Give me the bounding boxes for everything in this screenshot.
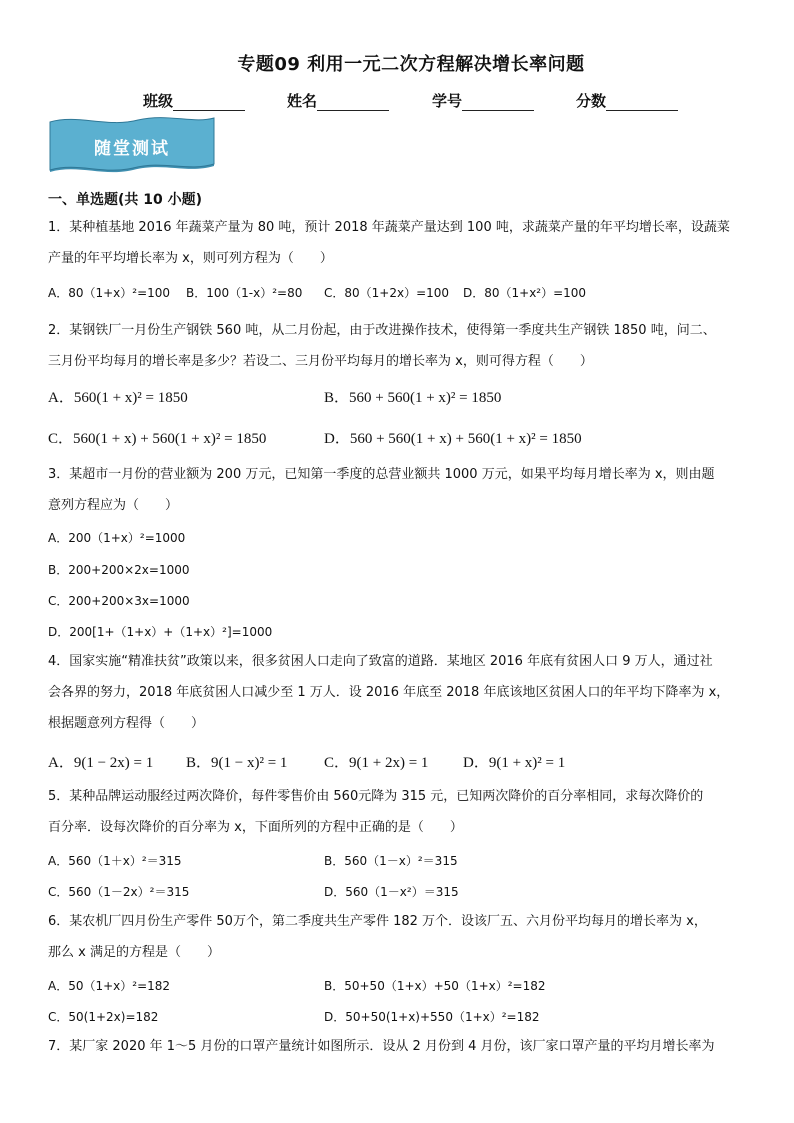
class-field bbox=[143, 90, 245, 111]
option-a: A．9(1 − 2x) = 1 bbox=[48, 755, 154, 771]
stem-line: 7．某厂家 2020 年 1～5 月份的口罩产量统计如图所示．设从 2 月份到 4 月份，该厂家口罩产量的平均月增长率为 bbox=[48, 1039, 715, 1054]
option-d: D．560（1－x²）＝315 bbox=[324, 885, 459, 899]
stem-line: 4．国家实施“精准扶贫”政策以来，很多贫困人口走向了致富的道路．某地区 2016 年底有贫困人口 9 万人，通过社 bbox=[48, 654, 713, 669]
question-3-stem bbox=[48, 459, 748, 521]
student-id-blank bbox=[462, 94, 534, 111]
stem-line: 1．某种植基地 2016 年蔬菜产量为 80 吨，预计 2018 年蔬菜产量达到 100 吨，求蔬菜产量的年平均增长率，设蔬菜 bbox=[48, 220, 730, 235]
question-1-stem bbox=[48, 212, 748, 274]
score-blank bbox=[606, 94, 678, 111]
option-c: C．80（1+2x）=100 bbox=[324, 286, 450, 300]
option-a: A．560(1 + x)² = 1850 bbox=[48, 390, 188, 406]
section-banner bbox=[48, 116, 216, 176]
section-title: 一、单选题(共 10 小题) bbox=[48, 192, 203, 208]
option-d: D．9(1 + x)² = 1 bbox=[463, 755, 566, 771]
option-d: D．200[1+（1+x）+（1+x）²]=1000 bbox=[48, 625, 273, 639]
stem-line: 百分率．设每次降价的百分率为 x，下面所列的方程中正确的是（ ） bbox=[48, 820, 463, 835]
option-c: C．560（1－2x）²＝315 bbox=[48, 885, 190, 899]
option-a: A．50（1+x）²=182 bbox=[48, 979, 171, 993]
stem-line: 3．某超市一月份的营业额为 200 万元，已知第一季度的总营业额共 1000 万元，如果平均每月增长率为 x，则由题 bbox=[48, 467, 715, 482]
question-4-stem bbox=[48, 646, 748, 739]
score-label: 分数 bbox=[576, 92, 607, 110]
student-id-field bbox=[432, 90, 534, 111]
option-b: B．50+50（1+x）+50（1+x）²=182 bbox=[324, 979, 546, 993]
question-7-stem bbox=[48, 1031, 748, 1062]
option-b: B．560（1－x）²＝315 bbox=[324, 854, 458, 868]
name-label: 姓名 bbox=[287, 92, 318, 110]
page-title bbox=[0, 50, 794, 76]
name-blank bbox=[317, 94, 389, 111]
title-text: 专题09 利用一元二次方程解决增长率问题 bbox=[237, 54, 585, 75]
class-label: 班级 bbox=[143, 92, 174, 110]
stem-line: 5．某种品牌运动服经过两次降价，每件零售价由 560元降为 315 元，已知两次降价的百分率相同，求每次降价的 bbox=[48, 789, 704, 804]
option-d: D．80（1+x²）=100 bbox=[463, 286, 587, 300]
option-a: A．80（1+x）²=100 bbox=[48, 286, 171, 300]
score-field bbox=[576, 90, 678, 111]
option-b: B．9(1 − x)² = 1 bbox=[186, 755, 288, 771]
student-id-label: 学号 bbox=[432, 92, 463, 110]
stem-line: 产量的年平均增长率为 x，则可列方程为（ ） bbox=[48, 251, 333, 266]
option-c: C．560(1 + x) + 560(1 + x)² = 1850 bbox=[48, 431, 267, 447]
stem-line: 6．某农机厂四月份生产零件 50万个，第二季度共生产零件 182 万个．设该厂五、六月份平均每月的增长率为 x， bbox=[48, 914, 707, 929]
banner-text: 随堂测试 bbox=[94, 138, 170, 159]
class-blank bbox=[173, 94, 245, 111]
stem-line: 2．某钢铁厂一月份生产钢铁 560 吨，从二月份起，由于改进操作技术，使得第一季度共生产钢铁 1850 吨，问二、 bbox=[48, 323, 716, 338]
option-c: C．200+200×3x=1000 bbox=[48, 594, 190, 608]
option-d: D．50+50(1+x)+550（1+x）²=182 bbox=[324, 1010, 540, 1024]
stem-line: 三月份平均每月的增长率是多少？若设二、三月份平均每月的增长率为 x，则可得方程（ ） bbox=[48, 354, 593, 369]
stem-line: 意列方程应为（ ） bbox=[48, 498, 179, 513]
stem-line: 那么 x 满足的方程是（ ） bbox=[48, 945, 220, 960]
option-b: B．560 + 560(1 + x)² = 1850 bbox=[324, 390, 502, 406]
question-6-stem bbox=[48, 906, 748, 968]
stem-line: 根据题意列方程得（ ） bbox=[48, 716, 205, 731]
option-c: C．50(1+2x)=182 bbox=[48, 1010, 159, 1024]
stem-line: 会各界的努力，2018 年底贫困人口减少至 1 万人．设 2016 年底至 2018 年底该地区贫困人口的年平均下降率为 x， bbox=[48, 685, 730, 700]
option-a: A．200（1+x）²=1000 bbox=[48, 531, 186, 545]
option-b: B．200+200×2x=1000 bbox=[48, 563, 190, 577]
option-a: A．560（1＋x）²＝315 bbox=[48, 854, 182, 868]
option-c: C．9(1 + 2x) = 1 bbox=[324, 755, 429, 771]
name-field bbox=[287, 90, 389, 111]
question-2-stem bbox=[48, 315, 748, 377]
option-d: D．560 + 560(1 + x) + 560(1 + x)² = 1850 bbox=[324, 431, 582, 447]
option-b: B．100（1-x）²=80 bbox=[186, 286, 303, 300]
question-5-stem bbox=[48, 781, 748, 843]
